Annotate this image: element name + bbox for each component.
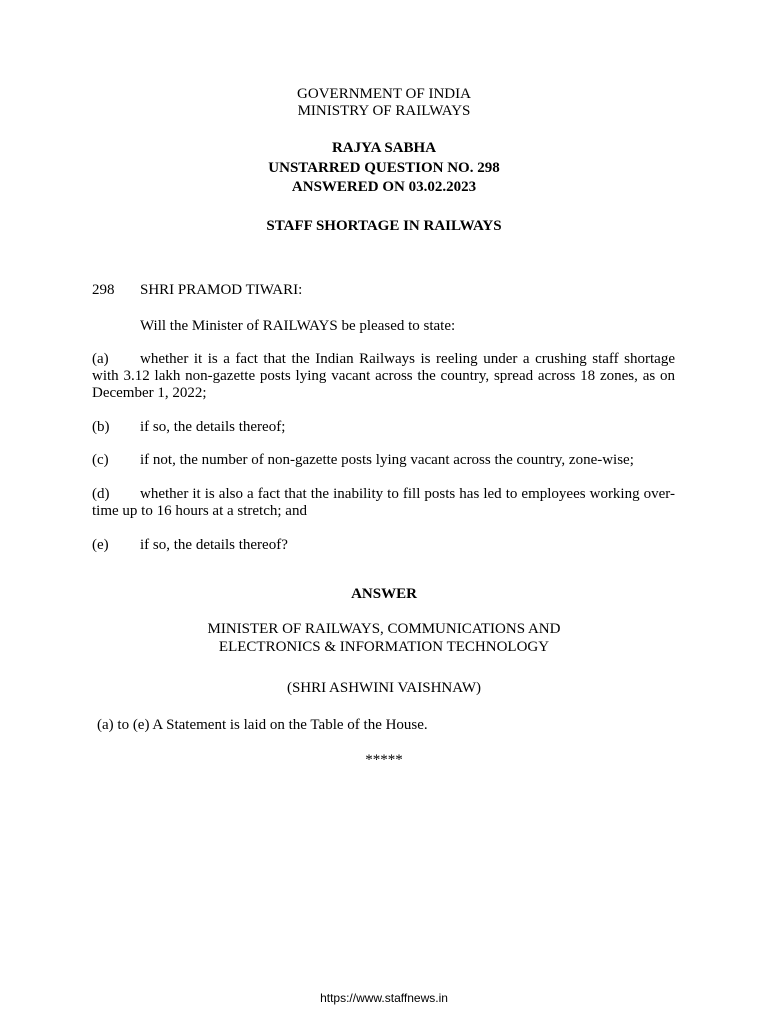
question-d xyxy=(92,486,675,520)
question-a xyxy=(92,351,675,402)
footer-url[interactable]: https://www.staffnews.in xyxy=(320,991,448,1005)
answered-date: ANSWERED ON 03.02.2023 xyxy=(291,179,477,195)
question-text: whether it is a fact that the Indian Railways is reeling under a crushing staff shortage with 3.12 lakh non-gazette posts lying vacant across the country, spread across 18 zones, as on December 1, 2022; xyxy=(92,351,675,401)
subject-title: STAFF SHORTAGE IN RAILWAYS xyxy=(266,218,502,234)
member-name: SHRI PRAMOD TIWARI: xyxy=(140,282,303,298)
question-label: (e) xyxy=(92,537,109,553)
question-text: whether it is also a fact that the inability to fill posts has led to employees working over-time up to 16 hours at a stretch; and xyxy=(92,486,675,519)
question-c xyxy=(92,452,675,469)
question-serial: 298 xyxy=(92,282,115,298)
minister-name: (SHRI ASHWINI VAISHNAW) xyxy=(286,680,482,696)
question-label: (c) xyxy=(92,452,109,468)
answer-statement: (a) to (e) A Statement is laid on the Table of the House. xyxy=(97,717,428,733)
question-text: if so, the details thereof; xyxy=(140,419,286,435)
question-text: if not, the number of non-gazette posts lying vacant across the country, zone-wise; xyxy=(140,452,634,468)
question-b xyxy=(92,419,675,436)
member-line xyxy=(92,282,302,299)
header-line-2: MINISTRY OF RAILWAYS xyxy=(297,103,471,119)
question-e xyxy=(92,537,675,554)
minister-title-line-1: MINISTER OF RAILWAYS, COMMUNICATIONS AND xyxy=(207,621,561,637)
answer-heading: ANSWER xyxy=(351,586,417,602)
question-text: if so, the details thereof? xyxy=(140,537,288,553)
minister-title-line-2: ELECTRONICS & INFORMATION TECHNOLOGY xyxy=(218,639,550,655)
question-label: (a) xyxy=(92,351,109,367)
question-label: (d) xyxy=(92,486,110,502)
intro-line: Will the Minister of RAILWAYS be pleased to state: xyxy=(140,318,456,334)
question-number: UNSTARRED QUESTION NO. 298 xyxy=(268,160,500,176)
house-title: RAJYA SABHA xyxy=(331,140,437,156)
header-line-1: GOVERNMENT OF INDIA xyxy=(297,86,471,102)
end-marker: ***** xyxy=(365,752,403,768)
question-label: (b) xyxy=(92,419,110,435)
